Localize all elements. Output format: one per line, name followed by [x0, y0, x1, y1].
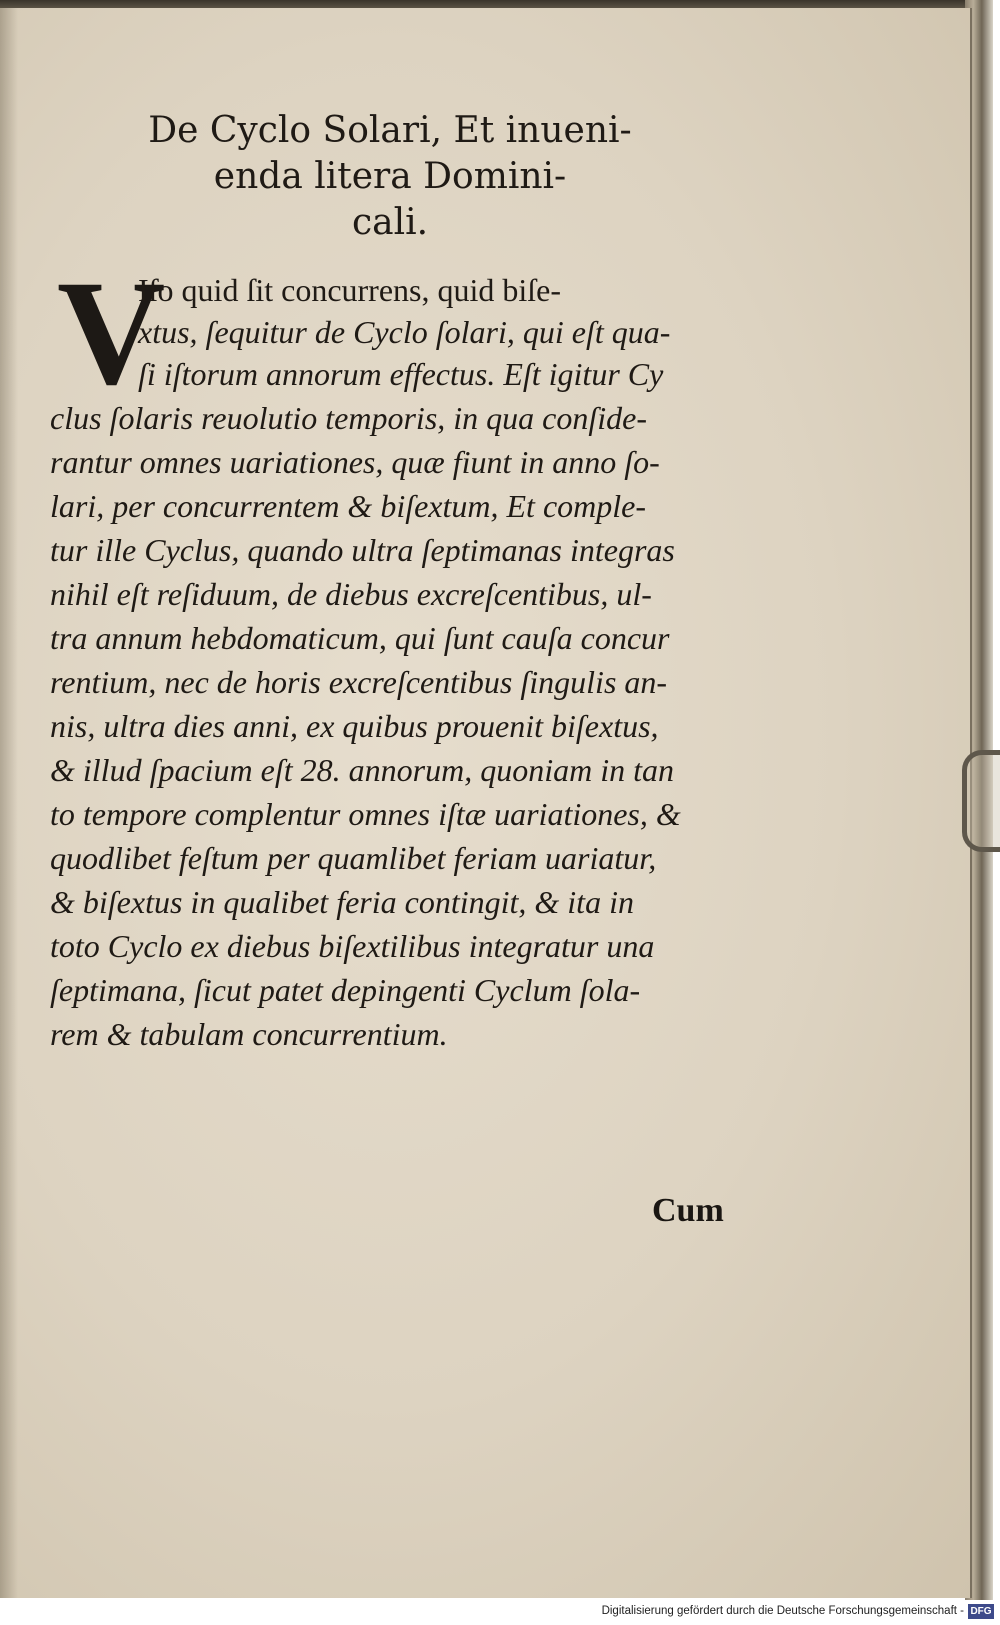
text-line: nis, ultra dies anni, ex quibus prouenit biſextus, [50, 708, 659, 744]
text-line: to tempore complentur omnes iſtæ uariationes, & [50, 796, 681, 832]
text-line: lari, per concurrentem & biſextum, Et comple- [50, 488, 646, 524]
text-line: clus ſolaris reuolutio temporis, in qua conſide- [50, 400, 647, 436]
text-line: rentium, nec de horis excreſcentibus ſingulis an- [50, 664, 668, 700]
text-line: tur ille Cyclus, quando ultra ſeptimanas integras [50, 532, 675, 568]
text-line: quodlibet feſtum per quamlibet feriam uariatur, [50, 840, 657, 876]
text-line: toto Cyclo ex diebus biſextilibus integratur una [50, 928, 655, 964]
footer-credit: Digitalisierung gefördert durch die Deutsche Forschungsgemeinschaft - [601, 1605, 964, 1617]
heading-line-1: De Cyclo Solari, Et inueni- [148, 110, 632, 151]
text-line: tra annum hebdomaticum, qui ſunt cauſa concur [50, 620, 670, 656]
drop-cap-initial: V [57, 250, 166, 416]
text-line: ſi iſtorum annorum effectus. Eſt igitur Cy [138, 356, 664, 392]
chapter-heading [130, 108, 650, 246]
dfg-logo-icon: DFG [968, 1604, 994, 1619]
heading-line-3: cali. [351, 202, 429, 243]
text-line: xtus, ſequitur de Cyclo ſolari, qui eſt qua- [138, 314, 671, 350]
text-line: & biſextus in qualibet feria contingit, & ita in [50, 884, 634, 920]
text-line: nihil eſt reſiduum, de diebus excreſcentibus, ul- [50, 576, 652, 612]
page-gutter-shadow [0, 8, 18, 1598]
heading-line-2: enda litera Domini- [213, 156, 567, 197]
text-line: & illud ſpacium eſt 28. annorum, quoniam in tan [50, 752, 674, 788]
text-line: rem & tabulam concurrentium. [50, 1016, 448, 1052]
catchword: Cum [652, 1192, 724, 1229]
digitization-footer [0, 1600, 1000, 1625]
book-clasp-icon [962, 750, 1000, 852]
text-line: Iſo quid ſit concurrens, quid biſe- [138, 272, 562, 308]
text-line: ſeptimana, ſicut patet depingenti Cyclum ſola- [50, 972, 641, 1008]
text-line: rantur omnes uariationes, quæ fiunt in anno ſo- [50, 444, 660, 480]
